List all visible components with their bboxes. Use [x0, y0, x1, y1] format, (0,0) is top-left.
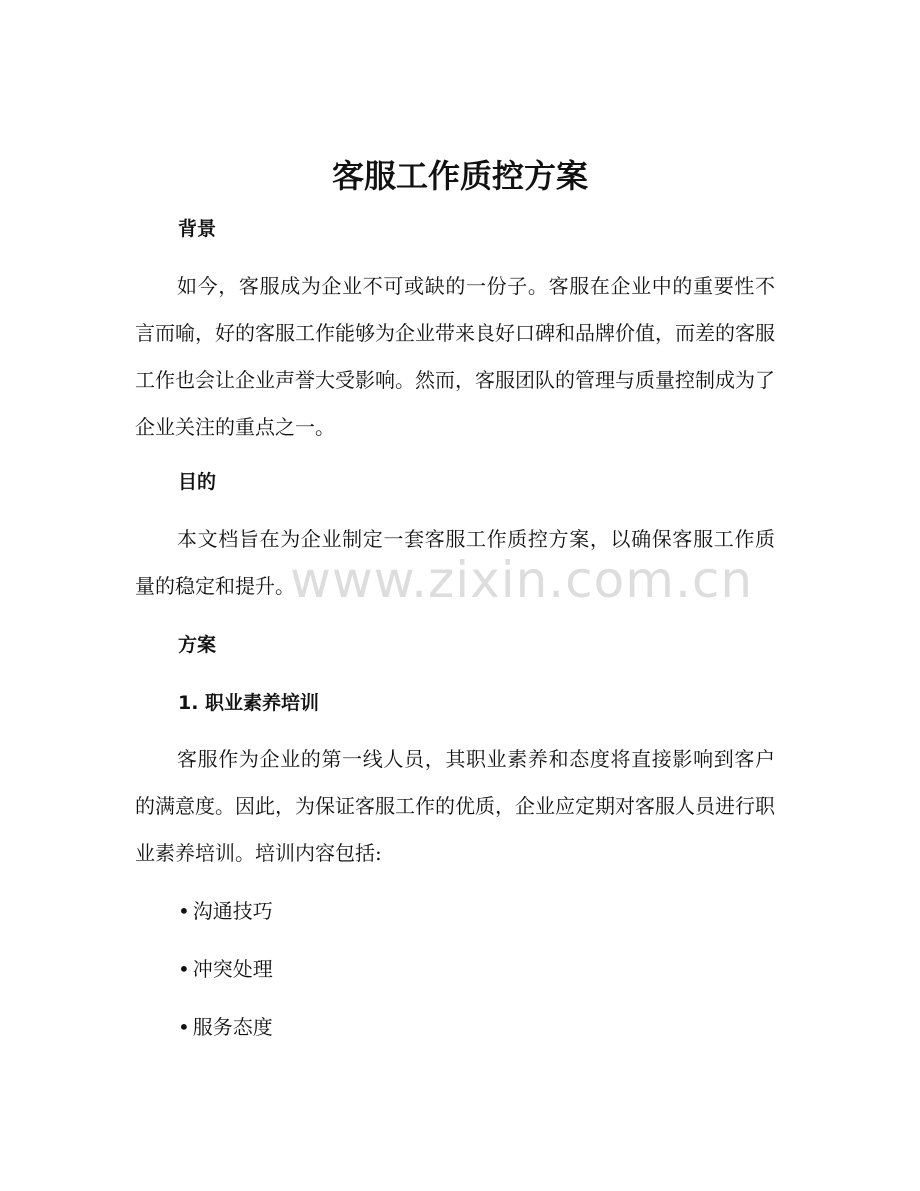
section-heading-purpose: 目的 — [178, 471, 217, 493]
bullet-icon: • — [178, 899, 190, 923]
section-heading-plan: 方案 — [178, 634, 217, 656]
list-item-text: 冲突处理 — [192, 957, 273, 981]
list-item-text: 沟通技巧 — [192, 899, 273, 923]
list-item — [178, 1012, 273, 1042]
bullet-icon: • — [178, 957, 190, 981]
section-heading-background: 背景 — [178, 218, 217, 240]
subsection-heading-training: 1. 职业素养培训 — [178, 692, 320, 714]
watermark: www.zixin.com.cn — [290, 551, 754, 609]
list-item — [178, 954, 273, 984]
list-item-text: 服务态度 — [192, 1015, 273, 1039]
bullet-icon: • — [178, 1015, 190, 1039]
list-item — [178, 896, 273, 926]
document-title: 客服工作质控方案 — [331, 157, 588, 195]
purpose-paragraph: 本文档旨在为企业制定一套客服工作质控方案，以确保客服工作质量的稳定和提升。 — [135, 527, 775, 598]
training-paragraph: 客服作为企业的第一线人员，其职业素养和态度将直接影响到客户的满意度。因此，为保证客服工作的优质，企业应定期对客服人员进行职业素养培训。培训内容包括: — [135, 747, 775, 865]
background-paragraph: 如今，客服成为企业不可或缺的一份子。客服在企业中的重要性不言而喻，好的客服工作能够为企业带来良好口碑和品牌价值，而差的客服工作也会让企业声誉大受影响。然而，客服团队的管理与质量控制成为了企业关注的重点之一。 — [135, 274, 775, 439]
